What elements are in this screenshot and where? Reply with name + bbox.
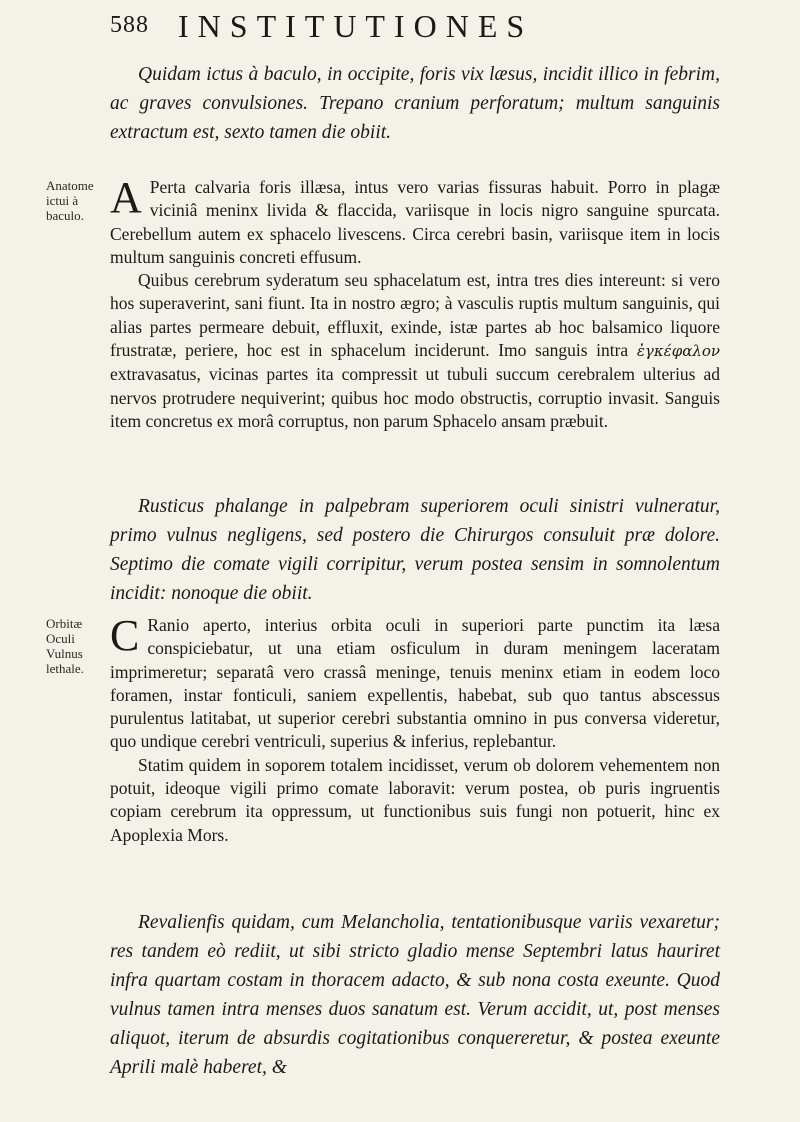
case-body-1 <box>110 173 721 433</box>
drop-cap: A <box>110 173 142 222</box>
page-header <box>0 8 800 52</box>
case-section-2 <box>110 492 720 608</box>
paragraph-text: extravasatus, vicinas partes ita compressit ut tubuli succum cerebralem ulterius ad nervos protrudere nequiverint; quibus hoc modo obstructis, corruptio invasit. Sanguis item concretus ex morâ corruptus, non parum Sphacelo ansam præbuit. <box>110 364 720 431</box>
paragraph <box>110 611 720 754</box>
case-body-2 <box>110 611 720 847</box>
paragraph <box>110 173 720 269</box>
case-heading: Revalienfis quidam, cum Melancholia, tentationibusque variis vexaretur; res tandem eò rediit, ut sibi stricto gladio mense Septembri latus hauriret infra quartam costam in thoracem adacto, & sub nona costa exeunte. Quod vulnus tamen intra menses duos sanatum est. Verum accidit, ut, post menses aliquot, iterum de absurdis cogitationibus conquereretur, & postea exeunte Aprili malè haberet, & <box>110 912 720 1078</box>
running-head: INSTITUTIONES <box>178 8 534 44</box>
paragraph <box>110 269 720 433</box>
paragraph-text: Quibus cerebrum syderatum seu sphacelatum est, intra tres dies intereunt: si vero hos superaverint, sani fiunt. Ita in nostro ægro; à vasculis ruptis multum sanguinis, qui alias partes permeare debuit, effluxit, exinde, istæ partes ab hoc balsamico liquore frustratæ, periere, hoc est in sphacelum inciderunt. Imo sanguis intra <box>110 270 720 361</box>
case-heading: Rusticus phalange in palpebram superiorem oculi sinistri vulneratur, primo vulnus negligens, sed postero die Chirurgos consuluit præ dolore. Septimo die comate vigili corripitur, verum postea sensim in somnolentum incidit: nonoque die obiit. <box>110 496 720 604</box>
paragraph-text: Perta calvaria foris illæsa, intus vero varias fissuras habuit. Porro in plagæ viciniâ meninx livida & flaccida, variisque in locis nigro sanguine spurcata. Cerebellum autem ex sphacelo livescens. Circa cerebri basin, variisque item in locis multum sanguinis concreti effusum. <box>110 177 720 267</box>
paragraph-text: Statim quidem in soporem totalem incidisset, verum ob dolorem vehementem non potuit, ideoque vigili primo comate laboravit: verum postea, ob puris ingruentis copiam cerebrum ita oppressum, ut functionibus suis fungi non potuerit, hinc ex Apoplexia Mors. <box>110 754 720 845</box>
paragraph <box>110 754 720 847</box>
drop-cap: C <box>110 611 140 660</box>
case-section-3 <box>110 908 720 1082</box>
page-number: 588 <box>110 12 149 38</box>
greek-term: ἐγκέφαλον <box>636 342 721 361</box>
case-section-1 <box>110 60 720 147</box>
margin-note: Anatome ictui à baculo. <box>46 178 94 223</box>
margin-note: Orbitæ Oculi Vulnus lethale. <box>46 616 84 676</box>
paragraph-text: Ranio aperto, interius orbita oculi in superiori parte punctim ita læsa conspiciebatur, ut una etiam osficulum in duram meningem laceratam imprimeretur; separatâ vero crassâ meninge, tenuis meninx etiam in eodem loco foramen, instar fonticuli, saniem expellentis, habebat, sub quo tantus abscessus purulentus latitabat, ut superior cerebri substantia omnino in pus conversa videretur, quo undique cerebri ventriculi, superius & inferius, replebantur. <box>110 615 720 752</box>
case-heading: Quidam ictus à baculo, in occipite, foris vix læsus, incidit illico in febrim, ac graves convulsiones. Trepano cranium perforatum; multum sanguinis extractum est, sexto tamen die obiit. <box>110 64 720 143</box>
